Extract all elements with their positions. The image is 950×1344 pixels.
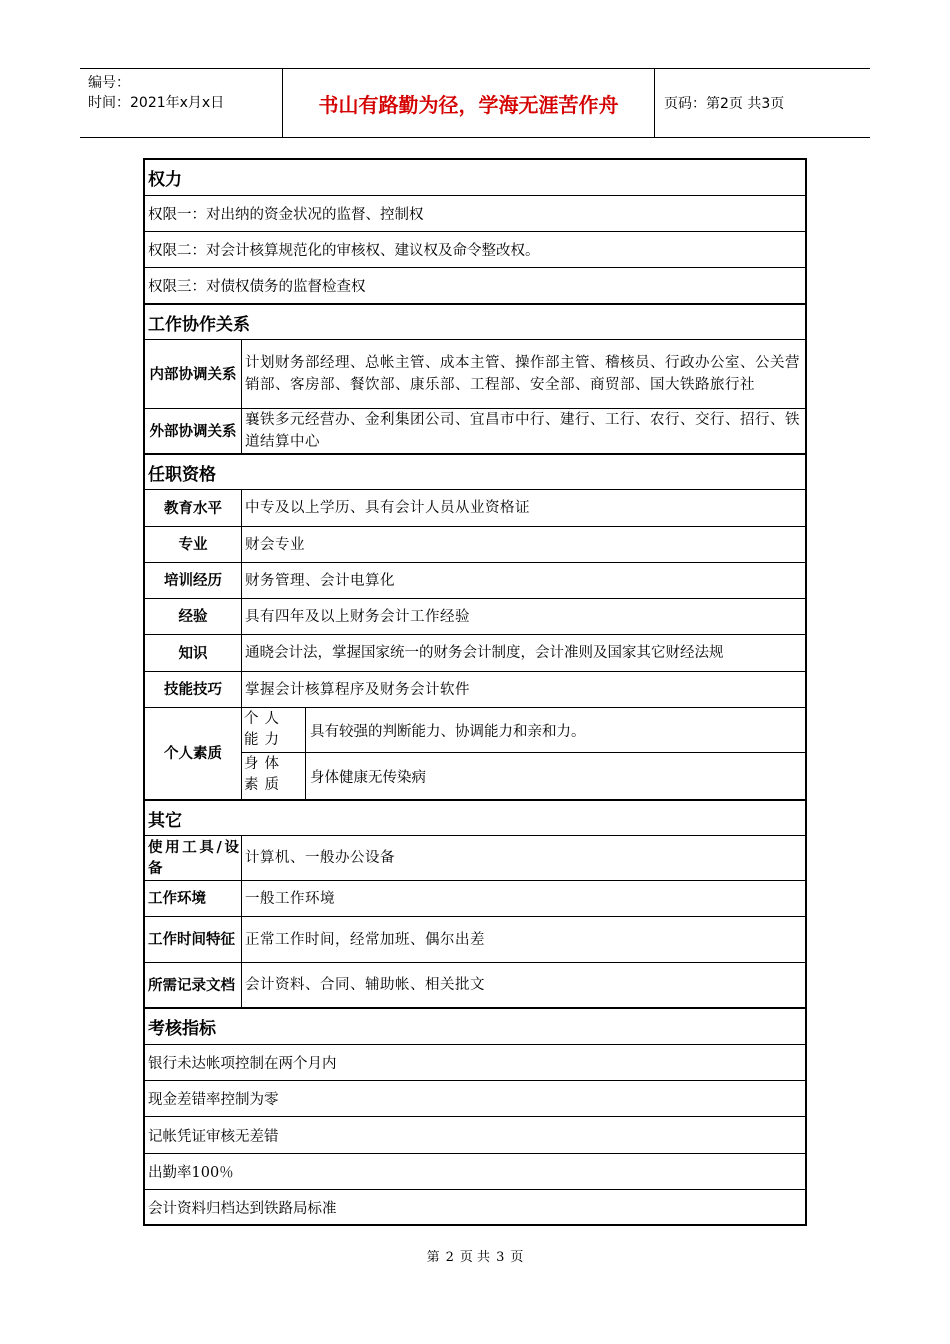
personal-quality-subtable — [242, 708, 805, 799]
other-row — [145, 963, 805, 1009]
qualification-row — [145, 599, 805, 635]
qualification-row — [145, 490, 805, 527]
relations-external-label: 外部协调关系 — [145, 409, 242, 453]
other-value: 计算机、一般办公设备 — [245, 850, 395, 866]
header-page-number: 页码：第2页 共3页 — [664, 96, 785, 112]
other-value: 一般工作环境 — [245, 890, 335, 907]
qualification-row — [145, 635, 805, 672]
kpi-item: 现金差错率控制为零 — [145, 1081, 805, 1117]
qualification-label: 培训经历 — [145, 563, 242, 598]
qualification-value: 掌握会计核算程序及财务会计软件 — [245, 681, 470, 698]
qualification-value: 具有四年及以上财务会计工作经验 — [245, 608, 470, 625]
header-divider — [654, 69, 655, 137]
personal-quality-sublabel: 身体素质 — [242, 753, 306, 799]
footer-middle: 页 共 — [459, 1250, 491, 1265]
footer-suffix: 页 — [510, 1250, 524, 1265]
qualification-label: 经验 — [145, 599, 242, 634]
qualification-value: 财会专业 — [245, 536, 305, 553]
header-time: 时间：2021年x月x日 — [88, 95, 225, 111]
personal-quality-subrow — [242, 708, 805, 753]
qualification-label: 教育水平 — [145, 490, 242, 526]
qualification-value: 财务管理、会计电算化 — [245, 572, 395, 589]
section-qualifications-title: 任职资格 — [145, 455, 805, 490]
relations-external-row — [145, 409, 805, 455]
other-row — [145, 917, 805, 963]
qualification-row — [145, 563, 805, 599]
other-label: 使用工具/设备 — [145, 836, 242, 880]
authority-item: 权限三：对债权债务的监督检查权 — [145, 268, 805, 305]
relations-external-value: 襄铁多元经营办、金利集团公司、宜昌市中行、建行、工行、农行、交行、招行、铁道结算中心 — [245, 412, 800, 450]
relations-internal-label: 内部协调关系 — [145, 340, 242, 408]
relations-internal-value: 计划财务部经理、总帐主管、成本主管、操作部主管、稽核员、行政办公室、公关营销部、客房部、餐饮部、康乐部、工程部、安全部、商贸部、国大铁路旅行社 — [245, 355, 800, 393]
personal-quality-subrow — [242, 753, 805, 799]
qualification-row — [145, 672, 805, 708]
other-label: 所需记录文档 — [145, 963, 242, 1007]
qualification-label: 技能技巧 — [145, 672, 242, 707]
kpi-item: 记帐凭证审核无差错 — [145, 1117, 805, 1154]
qualification-row — [145, 527, 805, 563]
other-label: 工作环境 — [145, 881, 242, 916]
header-number: 编号： — [88, 75, 130, 91]
section-other-title: 其它 — [145, 801, 805, 836]
other-label: 工作时间特征 — [145, 917, 242, 962]
page-header — [80, 68, 870, 138]
relations-internal-row — [145, 340, 805, 409]
footer-page: 2 — [445, 1250, 454, 1265]
kpi-item: 出勤率100％ — [145, 1154, 805, 1190]
other-value: 会计资料、合同、辅助帐、相关批文 — [245, 977, 485, 993]
personal-quality-sublabel: 个人能力 — [242, 708, 306, 752]
authority-item: 权限二：对会计核算规范化的审核权、建议权及命令整改权。 — [145, 232, 805, 268]
section-kpi-title: 考核指标 — [145, 1009, 805, 1045]
personal-quality-label: 个人素质 — [145, 708, 242, 799]
section-authority-title: 权力 — [145, 160, 805, 196]
personal-quality-subvalue: 身体健康无传染病 — [310, 769, 426, 786]
page-footer — [0, 1246, 950, 1265]
qualification-value: 中专及以上学历、具有会计人员从业资格证 — [245, 500, 530, 516]
footer-total: 3 — [496, 1250, 505, 1265]
kpi-item: 银行未达帐项控制在两个月内 — [145, 1045, 805, 1081]
personal-quality-row — [145, 708, 805, 801]
authority-item: 权限一：对出纳的资金状况的监督、控制权 — [145, 196, 805, 232]
other-row — [145, 881, 805, 917]
other-row — [145, 836, 805, 881]
other-value: 正常工作时间，经常加班、偶尔出差 — [245, 931, 485, 948]
footer-prefix: 第 — [426, 1250, 440, 1265]
qualification-label: 知识 — [145, 635, 242, 671]
header-motto: 书山有路勤为径，学海无涯苦作舟 — [318, 92, 619, 117]
job-description-table — [143, 158, 807, 1226]
section-relations-title: 工作协作关系 — [145, 305, 805, 340]
kpi-item: 会计资料归档达到铁路局标准 — [148, 1200, 337, 1217]
qualification-value: 通晓会计法，掌握国家统一的财务会计制度，会计准则及国家其它财经法规 — [245, 645, 724, 661]
qualification-label: 专业 — [145, 527, 242, 562]
header-meta — [88, 73, 278, 113]
personal-quality-subvalue: 具有较强的判断能力、协调能力和亲和力。 — [310, 723, 586, 740]
